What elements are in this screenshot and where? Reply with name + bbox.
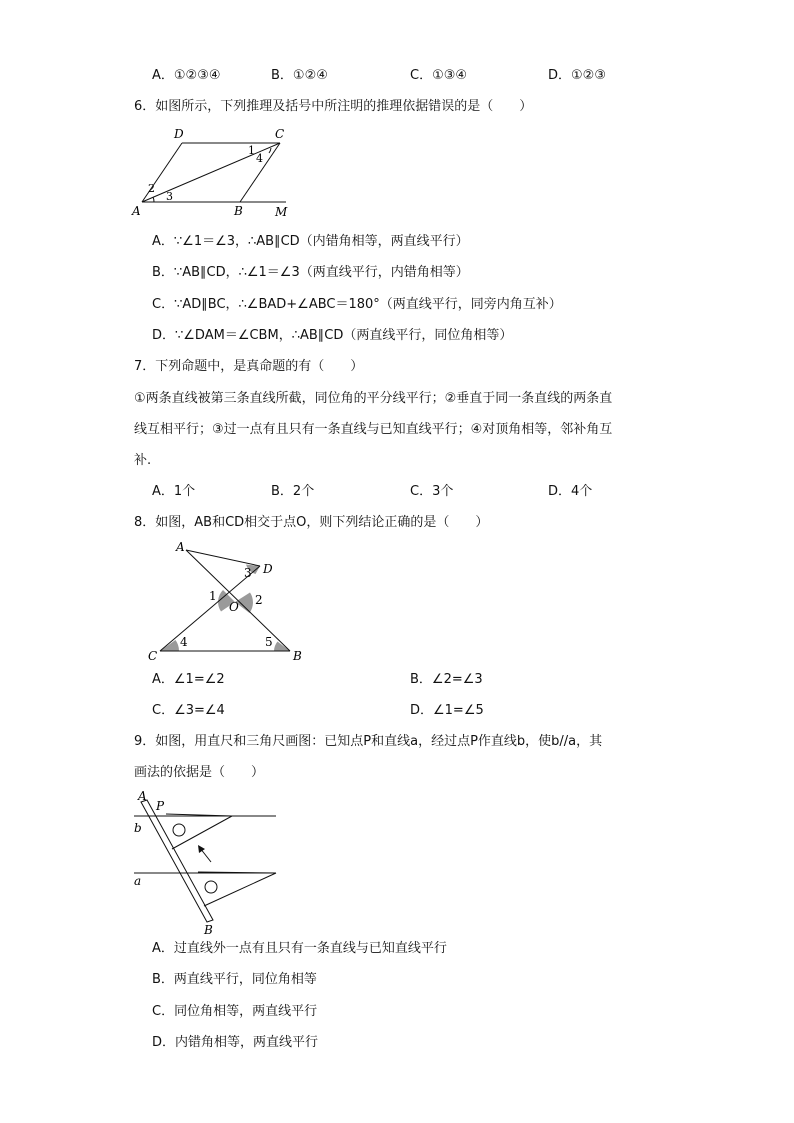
q7-option-b: B．2个: [271, 484, 315, 499]
q6-label-4: 4: [256, 152, 263, 165]
q6-label-b: B: [234, 204, 243, 218]
q6-label-1: 1: [248, 144, 255, 157]
q9-label-a: A: [138, 789, 147, 803]
q8-stem: 8．如图，AB和CD相交于点O，则下列结论正确的是（ ）: [134, 515, 489, 530]
q6-label-m: M: [275, 205, 288, 219]
q8-option-d: D．∠1=∠5: [410, 703, 484, 718]
q9-option-c: C．同位角相等，两直线平行: [152, 1004, 318, 1019]
q8-label-o: O: [229, 600, 239, 614]
q8-label-a: A: [176, 540, 185, 554]
q9-option-a: A．过直线外一点有且只有一条直线与已知直线平行: [152, 941, 447, 956]
q8-label-3: 3: [244, 566, 252, 580]
q8-option-a: A．∠1=∠2: [152, 672, 225, 687]
q9-option-d: D．内错角相等，两直线平行: [152, 1035, 319, 1050]
q8-label-b: B: [293, 649, 302, 663]
q7-body-line-2: 线互相平行；③过一点有且只有一条直线与已知直线平行；④对顶角相等，邻补角互: [134, 422, 613, 437]
q8-label-c: C: [148, 649, 158, 663]
q8-label-d: D: [263, 562, 273, 576]
q7-stem: 7．下列命题中，是真命题的有（ ）: [134, 359, 364, 374]
q6-option-c: C．∵AD∥BC，∴∠BAD+∠ABC＝180°（两直线平行，同旁内角互补）: [152, 297, 562, 312]
q9-label-a-line: a: [134, 874, 142, 888]
q9-stem-line-2: 画法的依据是（ ）: [134, 765, 265, 780]
q6-option-b: B．∵AB∥CD，∴∠1＝∠3（两直线平行，内错角相等）: [152, 265, 469, 280]
q9-option-b: B．两直线平行，同位角相等: [152, 972, 317, 987]
q8-figure: [142, 536, 314, 664]
q7-option-c: C．3个: [410, 484, 454, 499]
q6-label-3: 3: [166, 190, 173, 203]
q7-option-a: A．1个: [152, 484, 196, 499]
q7-option-d: D．4个: [548, 484, 593, 499]
q8-label-1: 1: [209, 589, 217, 603]
q8-label-5: 5: [265, 635, 273, 649]
arrow-icon: [198, 845, 205, 853]
q8-label-2: 2: [255, 593, 263, 607]
q5-option-d: D．①②③: [548, 68, 606, 83]
q9-label-b-line: b: [134, 821, 142, 835]
q6-stem: 6．如图所示，下列推理及括号中所注明的推理依据错误的是（ ）: [134, 99, 533, 114]
q7-body-line-3: 补.: [134, 453, 152, 468]
q6-label-2: 2: [148, 182, 155, 195]
q8-option-b: B．∠2=∠3: [410, 672, 483, 687]
q8-label-4: 4: [180, 635, 188, 649]
q6-label-a: A: [132, 204, 141, 218]
q7-body-line-1: ①两条直线被第三条直线所截，同位角的平分线平行；②垂直于同一条直线的两条直: [134, 391, 613, 406]
q9-label-p: P: [156, 799, 165, 813]
q6-figure: [128, 124, 298, 220]
q6-label-d: D: [174, 127, 184, 141]
q5-option-c: C．①③④: [410, 68, 468, 83]
q6-option-d: D．∵∠DAM＝∠CBM，∴AB∥CD（两直线平行，同位角相等）: [152, 328, 513, 343]
q5-option-b: B．①②④: [271, 68, 328, 83]
q9-label-b: B: [204, 923, 213, 936]
q6-option-a: A．∵∠1＝∠3，∴AB∥CD（内错角相等，两直线平行）: [152, 234, 469, 249]
q9-stem-line-1: 9．如图，用直尺和三角尺画图：已知点P和直线a，经过点P作直线b，使b//a，其: [134, 734, 603, 749]
q6-label-c: C: [275, 127, 285, 141]
q8-option-c: C．∠3=∠4: [152, 703, 225, 718]
q9-figure: [128, 786, 284, 936]
q5-option-a: A．①②③④: [152, 68, 221, 83]
